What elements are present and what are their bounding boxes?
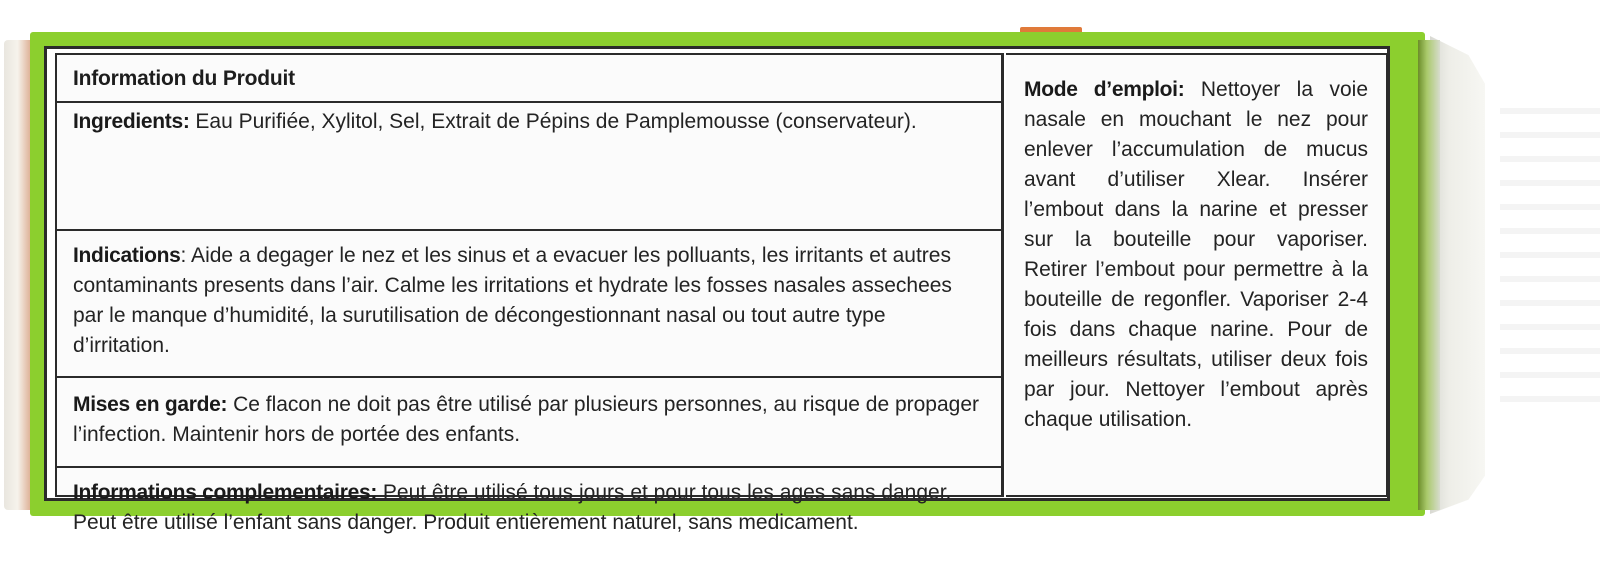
- warnings-text: Ce flacon ne doit pas être utilisé par plusieurs personnes, au risque de propager l’infection. Maintenir hors de portée des enfants.: [73, 393, 980, 446]
- column-divider: [1001, 53, 1004, 497]
- product-info-table: [55, 53, 1003, 534]
- warnings-row: [57, 378, 1001, 468]
- indications-text: : Aide a degager le nez et les sinus et a evacuer les polluants, les irritants et autres contaminants presents dans l’air. Calme les irritations et hydrate les fosses nasales assechees par le manque d’humidité, la surutilisation de décongestionnant nasal ou tout autre type d’irritation.: [73, 244, 952, 357]
- product-info-title: Information du Produit: [73, 67, 295, 90]
- extra-info-text: Peut être utilisé tous jours et pour tous les ages sans danger. Peut être utilisé l’enfant sans danger. Produit entièrement naturel, sans medicament.: [73, 481, 952, 534]
- product-info-header: [57, 55, 1001, 103]
- indications-row: [57, 231, 1001, 378]
- ingredients-text-block: [73, 103, 985, 137]
- extra-info-row: [57, 468, 1001, 552]
- usage-text: Nettoyer la voie nasale en mouchant le nez pour enlever l’accumulation de mucus avant d’utiliser Xlear. Insérer l’embout dans la narine et presser sur la bouteille pour vaporiser. Retirer l’embout pour permettre à la bouteille de regonfler. Vaporiser 2-4 fois dans chaque narine. Pour de meilleurs résultats, utiliser deux fois par jour. Nettoyer l’embout après chaque utilisation.: [1024, 78, 1368, 431]
- ingredients-label: Ingredients:: [73, 110, 190, 133]
- extra-info-label: Informations complementaires:: [73, 481, 378, 504]
- usage-label: Mode d’emploi:: [1024, 78, 1185, 101]
- ingredients-row: [57, 103, 1001, 231]
- box-right-edge: [1418, 40, 1440, 510]
- indications-text-block: [73, 231, 985, 361]
- indications-label: Indications: [73, 244, 181, 267]
- side-panel-faded-text: [1500, 90, 1600, 420]
- extra-info-text-block: [73, 468, 985, 538]
- usage-instructions: [1006, 53, 1388, 497]
- ingredients-text: Eau Purifiée, Xylitol, Sel, Extrait de Pépins de Pamplemousse (conservateur).: [189, 110, 917, 133]
- warnings-text-block: [73, 378, 985, 450]
- warnings-label: Mises en garde:: [73, 393, 228, 416]
